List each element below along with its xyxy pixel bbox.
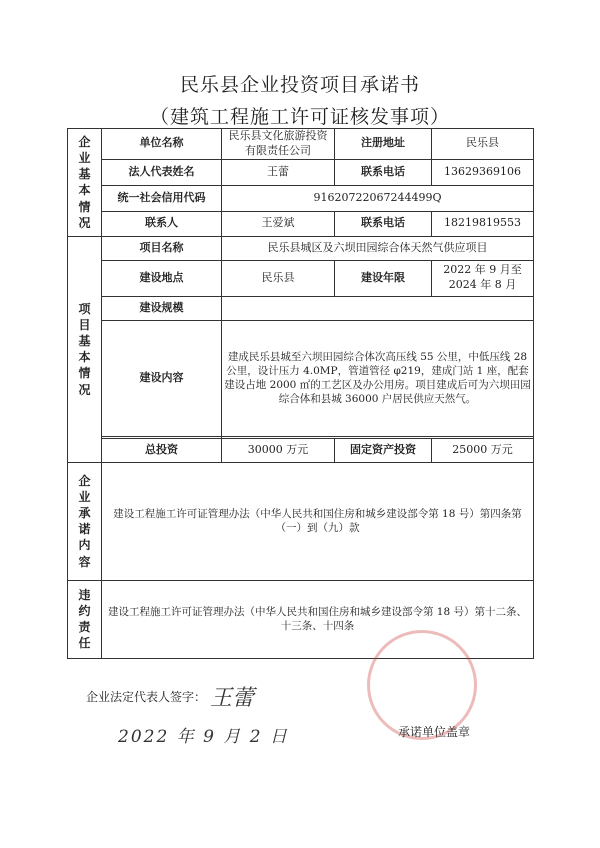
- company-label: 单位名称: [102, 129, 222, 160]
- signature-label: 企业法定代表人签字：: [86, 690, 207, 704]
- scale-label: 建设规模: [102, 296, 222, 320]
- liability-text: 建设工程施工许可证管理办法（中华人民共和国住房和城乡建设部令第 18 号）第十二条、十三条、十四条: [102, 580, 534, 658]
- row-commitment: [68, 462, 534, 580]
- address-label: 注册地址: [335, 129, 432, 160]
- legal-rep-label: 法人代表姓名: [102, 159, 222, 185]
- row-scale: [68, 296, 534, 320]
- commitment-text: 建设工程施工许可证管理办法（中华人民共和国住房和城乡建设部令第 18 号）第四条第（一）到（九）款: [102, 462, 534, 580]
- row-project-name: [68, 236, 534, 260]
- row-content: [68, 320, 534, 436]
- content-label: 建设内容: [102, 320, 222, 436]
- address-value: 民乐县: [432, 129, 534, 160]
- row-credit-code: [68, 185, 534, 211]
- fixed-investment-label: 固定资产投资: [335, 438, 432, 462]
- section-project: 项目基本情况: [68, 236, 102, 462]
- location-label: 建设地点: [102, 260, 222, 296]
- row-legal-rep: [68, 159, 534, 185]
- credit-code-label: 统一社会信用代码: [102, 185, 222, 211]
- total-investment-value: 30000 万元: [222, 438, 335, 462]
- location-value: 民乐县: [222, 260, 335, 296]
- phone-label: 联系电话: [335, 159, 432, 185]
- contact-phone-label: 联系电话: [335, 211, 432, 236]
- commitment-form-table: [67, 128, 534, 659]
- phone-value: 13629369106: [432, 159, 534, 185]
- document-subtitle: （建筑工程施工许可证核发事项）: [149, 106, 450, 128]
- section-enterprise: 企业基本情况: [68, 129, 102, 237]
- section-commitment: 企业承诺内容: [68, 462, 102, 580]
- project-name-value: 民乐县城区及六坝田园综合体天然气供应项目: [222, 236, 534, 260]
- credit-code-value: 91620722067244499Q: [222, 185, 534, 211]
- fixed-investment-value: 25000 万元: [432, 438, 534, 462]
- document-title: 民乐县企业投资项目承诺书: [179, 74, 420, 96]
- section-liability: 违约责任: [68, 580, 102, 658]
- row-company: [68, 129, 534, 160]
- handwritten-signature: 王蕾: [210, 686, 255, 711]
- contact-phone-value: 18219819553: [432, 211, 534, 236]
- seal-label: 承诺单位盖章: [398, 725, 471, 739]
- content-value: 建成民乐县城至六坝田园综合体次高压线 55 公里，中低压线 28 公里，设计压力 4.0MP，管道管径 φ219，建成门站 1 座，配套建设占地 2000 ㎡的工艺区及办公用房。项目建成后可为六坝田园综合体和县城 36000 户居民供应天然气。: [222, 320, 534, 436]
- signature-date: 2022 年 9 月 2 日: [118, 727, 289, 747]
- row-liability: [68, 580, 534, 658]
- row-location: [68, 260, 534, 296]
- contact-label: 联系人: [102, 211, 222, 236]
- legal-rep-value: 王蕾: [222, 159, 335, 185]
- total-investment-label: 总投资: [102, 438, 222, 462]
- row-investment: [68, 438, 534, 462]
- scale-value: [222, 296, 534, 320]
- contact-value: 王爱斌: [222, 211, 335, 236]
- row-contact: [68, 211, 534, 236]
- period-value: 2022 年 9 月至 2024 年 8 月: [432, 260, 534, 296]
- period-label: 建设年限: [335, 260, 432, 296]
- company-value: 民乐县文化旅游投资有限责任公司: [222, 129, 335, 160]
- project-name-label: 项目名称: [102, 236, 222, 260]
